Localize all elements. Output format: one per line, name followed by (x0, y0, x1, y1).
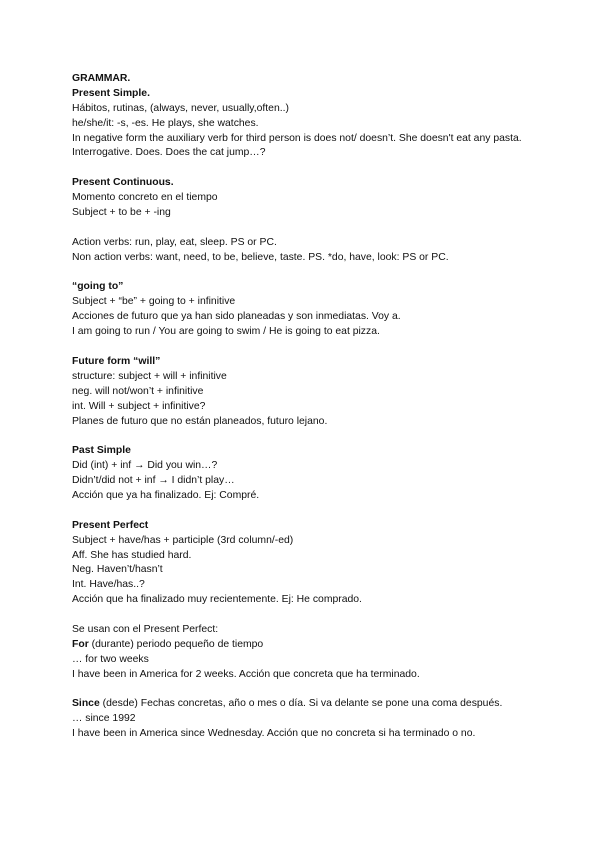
document-title: GRAMMAR. (72, 73, 131, 84)
text-line: Acciones de futuro que ya han sido planeadas y son inmediatas. Voy a. (72, 311, 401, 323)
text-line: int. Will + subject + infinitive? (72, 400, 206, 412)
since-text: (desde) Fechas concretas, año o mes o día. Si va delante se pone una coma después. (99, 698, 503, 710)
text-line: … since 1992 (72, 713, 136, 725)
present-simple-heading: Present Simple. (72, 87, 150, 99)
document-body (72, 72, 530, 742)
text-line: Didn’t/did not + inf → I didn’t play… (72, 475, 235, 487)
text-line: Neg. Haven’t/hasn’t (72, 564, 163, 576)
since-keyword: Since (72, 698, 100, 710)
text-line: Did (int) + inf → Did you win…? (72, 460, 218, 472)
text-line: he/she/it: -s, -es. He plays, she watches. (72, 117, 259, 129)
will-heading: Future form “will” (72, 355, 161, 367)
since-definition (72, 697, 530, 712)
text-line: I am going to run / You are going to swim / He is going to eat pizza. (72, 326, 380, 338)
usage-intro: Se usan con el Present Perfect: (72, 623, 219, 635)
text-line: Subject + to be + -ing (72, 207, 171, 219)
text-line: Interrogative. Does. Does the cat jump…? (72, 147, 266, 159)
present-perfect-heading: Present Perfect (72, 519, 149, 531)
text-line: Aff. She has studied hard. (72, 549, 192, 561)
going-to-heading: “going to” (72, 281, 124, 293)
text-line: Momento concreto en el tiempo (72, 192, 218, 204)
text-line: Planes de futuro que no están planeados, futuro lejano. (72, 415, 328, 427)
text-line: Action verbs: run, play, eat, sleep. PS or PC. (72, 236, 277, 248)
text-line: … for two weeks (72, 653, 149, 665)
text-line: Acción que ha finalizado muy recientemente. Ej: He comprado. (72, 594, 362, 606)
text-line: Subject + “be” + going to + infinitive (72, 296, 236, 308)
text-line: neg. will not/won’t + infinitive (72, 385, 204, 397)
text-line: I have been in America since Wednesday. Acción que no concreta si ha terminado o no. (72, 728, 476, 740)
text-line: I have been in America for 2 weeks. Acción que concreta que ha terminado. (72, 668, 420, 680)
text-paragraph: In negative form the auxiliary verb for third person is does not/ doesn’t. She doesn't eat any pasta. (72, 132, 522, 144)
past-simple-heading: Past Simple (72, 445, 131, 457)
text-line: Acción que ya ha finalizado. Ej: Compré. (72, 489, 260, 501)
for-text: (durante) periodo pequeño de tiempo (88, 638, 264, 650)
text-line: Non action verbs: want, need, to be, believe, taste. PS. *do, have, look: PS or PC. (72, 251, 449, 263)
text-line: Subject + have/has + participle (3rd column/-ed) (72, 534, 294, 546)
for-definition (72, 638, 530, 653)
present-continuous-heading: Present Continuous. (72, 177, 174, 189)
text-line: Int. Have/has..? (72, 579, 145, 591)
text-line: Hábitos, rutinas, (always, never, usually,often..) (72, 102, 289, 114)
for-keyword: For (72, 638, 89, 650)
text-line: structure: subject + will + infinitive (72, 370, 227, 382)
